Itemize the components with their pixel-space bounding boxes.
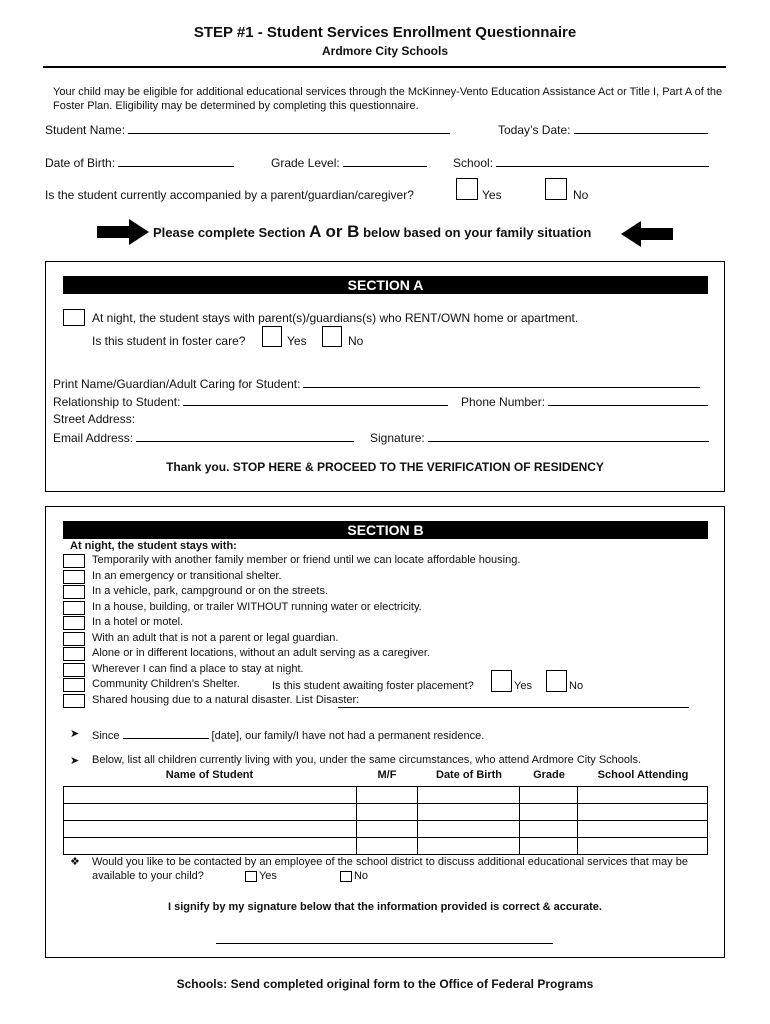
section-a-option-text: At night, the student stays with parent(s)/guardians(s) who RENT/OWN home or apartment. bbox=[92, 311, 579, 325]
disaster-field[interactable] bbox=[338, 707, 689, 708]
todays-date-field[interactable] bbox=[574, 122, 708, 134]
foster-placement-no-label: No bbox=[569, 680, 584, 692]
table-cell[interactable] bbox=[356, 787, 418, 804]
foster-care-question: Is this student in foster care? bbox=[92, 334, 246, 348]
contact-no-label: No bbox=[353, 870, 369, 882]
col-mf: M/F bbox=[377, 769, 397, 781]
signature-row bbox=[370, 430, 709, 445]
contact-yes-label: Yes bbox=[258, 870, 277, 882]
table-cell[interactable] bbox=[520, 787, 578, 804]
table-cell[interactable] bbox=[356, 804, 418, 821]
todays-date-row bbox=[498, 122, 708, 137]
relationship-label: Relationship to Student: bbox=[53, 395, 181, 409]
accompanied-no-label: No bbox=[573, 188, 589, 202]
contact-question bbox=[92, 855, 707, 883]
section-b-option-text: With an adult that is not a parent or legal guardian. bbox=[92, 631, 339, 644]
school-label: School: bbox=[453, 156, 494, 170]
table-cell[interactable] bbox=[578, 787, 708, 804]
table-cell[interactable] bbox=[418, 787, 520, 804]
section-b-title: SECTION B bbox=[63, 521, 708, 539]
signature-field[interactable] bbox=[428, 430, 709, 442]
section-b-option-text: Wherever I can find a place to stay at night. bbox=[92, 662, 304, 675]
foster-placement-yes-checkbox[interactable] bbox=[491, 670, 512, 692]
since-label: Since bbox=[92, 730, 120, 742]
table-row bbox=[64, 821, 708, 838]
instruction-ab: A or B bbox=[309, 222, 360, 241]
children-table bbox=[63, 786, 708, 855]
intro-text: Your child may be eligible for additional educational services through the McKinney-Vento Education Assistance Act or Title I, Part A of the Foster Plan. Eligibility may be determined by completing this questionnaire. bbox=[53, 86, 723, 112]
grade-label: Grade Level: bbox=[271, 156, 340, 170]
col-grade: Grade bbox=[533, 769, 565, 781]
col-school-attending: School Attending bbox=[597, 769, 689, 781]
instruction-pre: Please complete Section bbox=[153, 225, 310, 240]
table-cell[interactable] bbox=[418, 804, 520, 821]
since-date-field[interactable] bbox=[123, 727, 209, 739]
left-arrow-icon bbox=[621, 221, 673, 247]
student-name-label: Student Name: bbox=[45, 123, 126, 137]
accompanied-yes-checkbox[interactable] bbox=[456, 178, 478, 200]
todays-date-label: Today’s Date: bbox=[498, 123, 571, 137]
table-cell[interactable] bbox=[64, 821, 357, 838]
instruction-post: below based on your family situation bbox=[359, 225, 592, 240]
foster-care-no-checkbox[interactable] bbox=[322, 326, 342, 347]
section-a-title: SECTION A bbox=[63, 276, 708, 294]
email-label: Email Address: bbox=[53, 431, 134, 445]
table-cell[interactable] bbox=[418, 821, 520, 838]
table-cell[interactable] bbox=[520, 821, 578, 838]
section-instruction bbox=[153, 222, 591, 242]
table-cell[interactable] bbox=[578, 838, 708, 855]
signature-label: Signature: bbox=[370, 431, 425, 445]
section-b-option-checkbox[interactable] bbox=[63, 616, 85, 630]
foster-placement-question: Is this student awaiting foster placement? bbox=[272, 680, 474, 692]
contact-question-text: Would you like to be contacted by an employee of the school district to discuss additional educational services that may be available to your child? bbox=[92, 856, 688, 882]
arrow-bullet-icon: ➤ bbox=[70, 728, 80, 740]
dob-label: Date of Birth: bbox=[45, 156, 116, 170]
accompanied-question: Is the student currently accompanied by a parent/guardian/caregiver? bbox=[45, 188, 414, 202]
accompanied-no-checkbox[interactable] bbox=[545, 178, 567, 200]
contact-yes-checkbox[interactable] bbox=[245, 871, 257, 882]
footer-text: Schools: Send completed original form to the Office of Federal Programs bbox=[176, 977, 594, 991]
section-b-option-checkbox[interactable] bbox=[63, 632, 85, 646]
dob-row bbox=[45, 155, 234, 170]
col-date-of-birth: Date of Birth bbox=[436, 769, 502, 781]
diamond-bullet-icon: ❖ bbox=[70, 856, 80, 868]
table-row bbox=[64, 804, 708, 821]
table-cell[interactable] bbox=[64, 787, 357, 804]
table-cell[interactable] bbox=[520, 838, 578, 855]
table-cell[interactable] bbox=[418, 838, 520, 855]
print-name-row bbox=[53, 376, 700, 391]
dob-field[interactable] bbox=[118, 155, 234, 167]
foster-care-yes-checkbox[interactable] bbox=[262, 326, 282, 347]
accompanied-yes-label: Yes bbox=[482, 188, 502, 202]
section-b-option-checkbox[interactable] bbox=[63, 554, 85, 568]
email-field[interactable] bbox=[136, 430, 354, 442]
arrow-bullet-icon: ➤ bbox=[70, 755, 80, 767]
section-b-option-text: Alone or in different locations, without an adult serving as a caregiver. bbox=[92, 647, 430, 659]
section-b-lead: At night, the student stays with: bbox=[70, 540, 237, 552]
foster-placement-no-checkbox[interactable] bbox=[546, 670, 567, 692]
section-b-option-checkbox[interactable] bbox=[63, 647, 85, 661]
table-cell[interactable] bbox=[578, 821, 708, 838]
table-cell[interactable] bbox=[64, 838, 357, 855]
print-name-label: Print Name/Guardian/Adult Caring for Student: bbox=[53, 377, 301, 391]
grade-field[interactable] bbox=[343, 155, 427, 167]
section-a-thank-you: Thank you. STOP HERE & PROCEED TO THE VERIFICATION OF RESIDENCY bbox=[166, 460, 604, 474]
table-row bbox=[64, 838, 708, 855]
street-label: Street Address: bbox=[53, 412, 136, 426]
signature-line[interactable] bbox=[216, 943, 553, 944]
phone-field[interactable] bbox=[548, 394, 708, 406]
section-b-option-checkbox[interactable] bbox=[63, 570, 85, 584]
section-b-option-checkbox[interactable] bbox=[63, 678, 85, 692]
form-title: STEP #1 - Student Services Enrollment Questionnaire bbox=[193, 24, 577, 41]
school-field[interactable] bbox=[496, 155, 709, 167]
grade-row bbox=[271, 155, 427, 170]
student-name-field[interactable] bbox=[128, 122, 450, 134]
section-b-option-checkbox[interactable] bbox=[63, 663, 85, 677]
phone-row bbox=[461, 394, 708, 409]
print-name-field[interactable] bbox=[303, 376, 700, 388]
signify-text: I signify by my signature below that the information provided is correct & accurate. bbox=[168, 901, 602, 913]
header-divider bbox=[43, 66, 726, 68]
section-b-option-text: In a house, building, or trailer WITHOUT running water or electricity. bbox=[92, 600, 422, 613]
foster-placement-yes-label: Yes bbox=[514, 680, 532, 692]
since-row bbox=[92, 727, 484, 742]
foster-care-yes-label: Yes bbox=[287, 334, 307, 348]
section-a-option-checkbox[interactable] bbox=[63, 309, 85, 326]
contact-no-checkbox[interactable] bbox=[340, 871, 352, 882]
table-cell[interactable] bbox=[520, 804, 578, 821]
district-name: Ardmore City Schools bbox=[321, 44, 449, 58]
table-row bbox=[64, 787, 708, 804]
section-b-option-text: In an emergency or transitional shelter. bbox=[92, 569, 282, 582]
relationship-row bbox=[53, 394, 448, 409]
list-children-text: Below, list all children currently living with you, under the same circumstances, who attend Ardmore City Schools. bbox=[92, 754, 642, 766]
section-b-option-text: Community Children’s Shelter. bbox=[92, 678, 240, 690]
student-name-row bbox=[45, 122, 450, 137]
col-name-of-student: Name of Student bbox=[165, 769, 254, 781]
school-row bbox=[453, 155, 709, 170]
section-b-option-checkbox[interactable] bbox=[63, 601, 85, 615]
section-b-option-text: Temporarily with another family member or friend until we can locate affordable housing. bbox=[92, 554, 521, 566]
section-b-option-text: In a hotel or motel. bbox=[92, 616, 184, 628]
section-b-option-checkbox[interactable] bbox=[63, 585, 85, 599]
table-cell[interactable] bbox=[356, 821, 418, 838]
foster-care-no-label: No bbox=[348, 334, 364, 348]
right-arrow-icon bbox=[97, 219, 149, 245]
email-row bbox=[53, 430, 354, 445]
table-cell[interactable] bbox=[578, 804, 708, 821]
section-b-option-text: Shared housing due to a natural disaster. List Disaster: bbox=[92, 693, 360, 706]
street-row bbox=[53, 412, 135, 426]
phone-label: Phone Number: bbox=[461, 395, 546, 409]
section-b-option-text: In a vehicle, park, campground or on the streets. bbox=[92, 585, 329, 597]
table-cell[interactable] bbox=[64, 804, 357, 821]
relationship-field[interactable] bbox=[183, 394, 448, 406]
since-text: [date], our family/I have not had a permanent residence. bbox=[211, 730, 485, 742]
table-cell[interactable] bbox=[356, 838, 418, 855]
section-b-option-checkbox[interactable] bbox=[63, 694, 85, 708]
